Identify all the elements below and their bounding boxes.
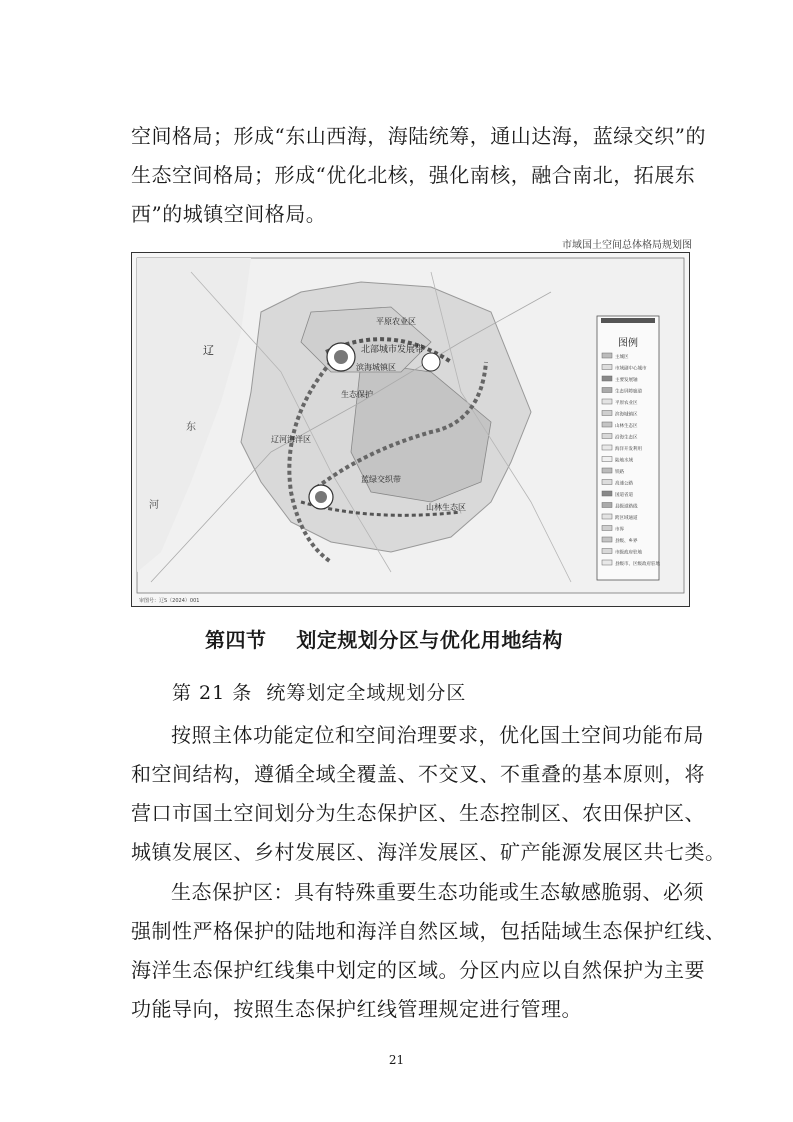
- legend-item-label: 市级政府驻地: [615, 550, 642, 556]
- intro-paragraph: [131, 117, 706, 234]
- legend-item-label: 海洋开发利用: [615, 447, 642, 452]
- section-title: 第四节 划定规划分区与优化用地结构: [205, 628, 563, 652]
- label-north-core: 北部城市发展带: [361, 345, 425, 355]
- legend-item-label: 跨区域通道: [615, 516, 638, 521]
- legend-item-label: 山林生态区: [615, 424, 638, 429]
- label-coastal-city: 滨海城镇区: [356, 363, 396, 372]
- legend-item-label: 市域副中心城市: [615, 366, 647, 372]
- legend-item-label: 铁路: [615, 470, 624, 475]
- legend-item-label: 主要发展轴: [615, 378, 638, 383]
- legend-swatch: [602, 434, 612, 439]
- legend-swatch: [602, 376, 612, 381]
- label-south-belt: 蓝绿交织带: [361, 475, 401, 484]
- planning-map: [131, 252, 690, 607]
- legend-swatch: [602, 422, 612, 427]
- legend-swatch: [602, 399, 612, 404]
- label-ecology-belt: 生态保护: [341, 390, 373, 399]
- intro-line: 生态空间格局；形成“优化北核，强化南核，融合南北，拓展东: [131, 163, 696, 187]
- label-dong: 东: [186, 422, 196, 433]
- legend-swatch: [602, 353, 612, 358]
- legend-item-label: 县级、乡界: [615, 539, 638, 544]
- paragraph-line: 生态保护区：具有特殊重要生态功能或生态敏感脆弱、必须: [171, 880, 704, 904]
- legend-swatch: [602, 526, 612, 531]
- legend-swatch: [602, 365, 612, 370]
- paragraph-line: 按照主体功能定位和空间治理要求，优化国土空间功能布局: [171, 723, 704, 747]
- legend-item-label: 滨海城镇区: [615, 412, 638, 418]
- legend-swatch: [602, 388, 612, 393]
- legend-item-label: 县级道路线: [615, 504, 638, 510]
- legend-item-label: 陆地水域: [615, 458, 633, 464]
- legend-item-label: 县级市、区级政府驻地: [615, 562, 660, 567]
- label-agri-area: 平原农业区: [376, 317, 416, 326]
- paragraph-line: 城镇发展区、乡村发展区、海洋发展区、矿产能源发展区共七类。: [131, 840, 726, 864]
- paragraph-line: 功能导向，按照生态保护红线管理规定进行管理。: [131, 997, 582, 1021]
- legend-swatch: [602, 445, 612, 450]
- legend-item-label: 平原农业区: [615, 401, 638, 406]
- article-title: 第 21 条 统筹划定全域规划分区: [172, 682, 467, 704]
- legend-item-label: 高速公路: [615, 481, 633, 487]
- paragraph-line: 营口市国土空间划分为生态保护区、生态控制区、农田保护区、: [131, 801, 705, 825]
- legend-item-label: 生态屏障廊道: [615, 389, 642, 395]
- paragraph-line: 和空间结构，遵循全域全覆盖、不交叉、不重叠的基本原则，将: [131, 762, 705, 786]
- label-sea-area: 辽河海洋区: [271, 435, 311, 444]
- legend-swatch: [602, 468, 612, 473]
- paragraph-zoning: [131, 716, 726, 872]
- legend-item-label: 主城区: [615, 355, 629, 360]
- label-he: 河: [149, 500, 159, 511]
- map-svg: [131, 252, 690, 607]
- intro-line: 空间格局；形成“东山西海，海陆统筹，通山达海，蓝绿交织”的: [131, 124, 706, 148]
- map-caption: 市域国土空间总体格局规划图: [562, 240, 692, 251]
- city-marker: [422, 353, 440, 371]
- legend-swatch: [602, 514, 612, 519]
- legend-swatch: [602, 411, 612, 416]
- page-number: 21: [388, 1053, 405, 1067]
- legend-swatch: [602, 503, 612, 508]
- legend-swatch: [602, 457, 612, 462]
- label-sea: 辽: [203, 344, 214, 357]
- paragraph-line: 强制性严格保护的陆地和海洋自然区域，包括陆域生态保护红线、: [131, 919, 726, 943]
- main-city-core: [334, 350, 348, 364]
- legend-swatch: [602, 560, 612, 565]
- legend-title: 图例: [618, 338, 638, 349]
- sub-city-core: [315, 491, 327, 503]
- legend-swatch: [602, 480, 612, 485]
- legend-swatch: [602, 537, 612, 542]
- label-mountain: 山林生态区: [426, 503, 466, 512]
- legend-item-label: 市界: [615, 527, 624, 533]
- legend-swatch: [602, 549, 612, 554]
- legend-swatch: [602, 491, 612, 496]
- intro-line: 西”的城镇空间格局。: [131, 202, 327, 226]
- legend-north-bar: [601, 318, 655, 323]
- legend-item-label: 沿海生态区: [615, 435, 638, 441]
- paragraph-eco-protection: [131, 873, 726, 1029]
- legend-item-label: 国道省道: [615, 493, 633, 498]
- map-footnote: 审图号：辽S（2024）001: [139, 598, 200, 604]
- paragraph-line: 海洋生态保护红线集中划定的区域。分区内应以自然保护为主要: [131, 958, 705, 982]
